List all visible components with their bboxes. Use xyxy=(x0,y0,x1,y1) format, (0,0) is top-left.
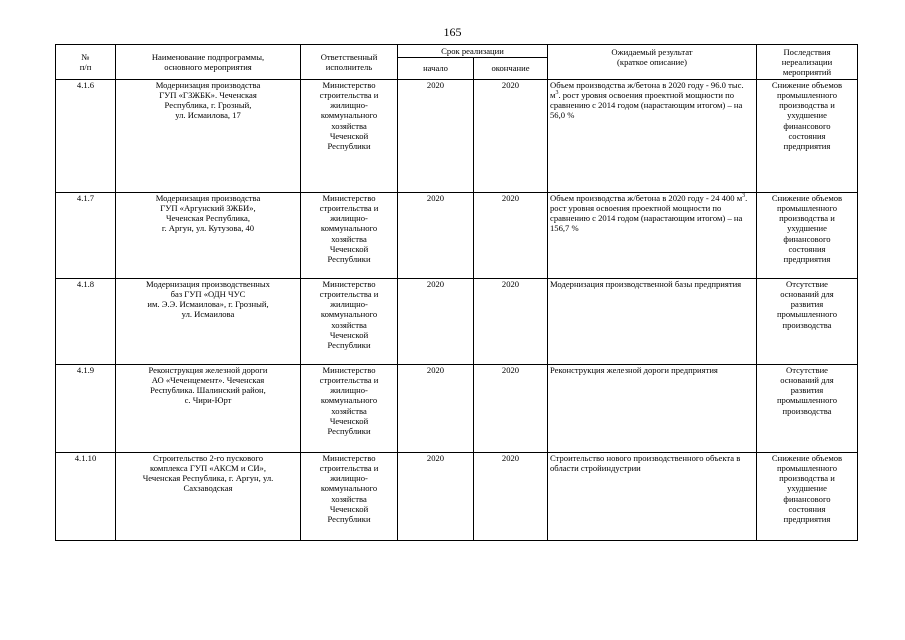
row-name xyxy=(116,453,301,541)
row-executor xyxy=(301,279,398,365)
row-consequences-line: предприятия xyxy=(783,140,831,151)
header-result-line: Ожидаемый результат xyxy=(611,47,693,57)
row-result-sup: 3 xyxy=(742,193,746,200)
row-result xyxy=(548,80,757,193)
row-executor-line: Республики xyxy=(327,425,371,436)
row-consequences xyxy=(757,279,858,365)
row-start: 2020 xyxy=(398,279,474,365)
row-executor-line: строительства и xyxy=(319,463,379,474)
row-executor xyxy=(301,365,398,453)
header-end: окончание xyxy=(474,58,548,80)
row-consequences-line: финансового xyxy=(783,120,831,131)
row-name-line: г. Аргун, ул. Кутузова, 40 xyxy=(161,223,255,234)
header-period: Срок реализации xyxy=(398,45,548,58)
row-result-text: Объем производства ж/бетона в 2020 году - 96.0 тыс. м xyxy=(550,80,744,101)
row-executor-line: Республики xyxy=(327,339,371,350)
row-result-text: Модернизация производственной базы предприятия xyxy=(550,279,742,289)
row-executor-line: Чеченской xyxy=(329,329,369,340)
row-executor-line: хозяйства xyxy=(331,233,367,244)
row-executor-line: строительства и xyxy=(319,375,379,386)
row-executor-line: Чеченской xyxy=(329,243,369,254)
row-result xyxy=(548,365,757,453)
row-consequences-line: состояния xyxy=(788,130,826,141)
row-consequences xyxy=(757,365,858,453)
row-start: 2020 xyxy=(398,193,474,279)
row-num: 4.1.9 xyxy=(56,365,116,453)
row-consequences-line: промышленного xyxy=(776,309,838,320)
row-executor-line: Министерство xyxy=(322,279,376,289)
row-consequences-line: финансового xyxy=(783,493,831,504)
row-name-line: с. Чири-Юрт xyxy=(184,395,232,406)
header-consequences xyxy=(757,45,858,80)
row-executor-line: коммунального xyxy=(320,223,378,234)
row-executor xyxy=(301,453,398,541)
row-executor-line: жилищно- xyxy=(330,213,368,224)
row-consequences-line: Отсутствие xyxy=(786,279,828,289)
header-name-line: Наименование подпрограммы, xyxy=(151,51,265,62)
row-consequences-line: Отсутствие xyxy=(786,365,828,375)
row-executor-line: жилищно- xyxy=(330,100,368,111)
row-consequences xyxy=(757,193,858,279)
row-name-line: Модернизация производственных xyxy=(146,279,270,289)
row-name xyxy=(116,80,301,193)
row-consequences-line: оснований для xyxy=(780,289,834,300)
row-name-line: баз ГУП «ОДН ЧУС xyxy=(170,289,246,300)
table-row xyxy=(56,80,858,193)
row-executor-line: Министерство xyxy=(322,453,376,463)
header-consequences-line: Последствия xyxy=(783,46,831,57)
row-name-line: ГУП «ГЗЖБК». Чеченская xyxy=(159,90,257,101)
row-executor-line: хозяйства xyxy=(331,405,367,416)
row-start: 2020 xyxy=(398,80,474,193)
row-name-line: Строительство 2-го пускового xyxy=(152,453,264,463)
row-result-sup: 3 xyxy=(555,90,559,97)
row-num: 4.1.6 xyxy=(56,80,116,193)
row-name-line: Реконструкция железной дороги xyxy=(148,365,268,375)
row-executor-line: хозяйства xyxy=(331,120,367,131)
row-executor-line: коммунального xyxy=(320,110,378,121)
header-consequences-line: мероприятий xyxy=(782,67,832,78)
row-consequences-line: финансового xyxy=(783,233,831,244)
row-consequences-line: промышленного xyxy=(776,90,838,101)
row-consequences-line: предприятия xyxy=(783,513,831,524)
header-name-line: основного мероприятия xyxy=(164,62,252,72)
row-name xyxy=(116,279,301,365)
header-executor xyxy=(301,45,398,80)
row-consequences-line: развития xyxy=(790,299,824,310)
row-result-text: Реконструкция железной дороги предприятия xyxy=(550,365,718,375)
row-executor-line: Республики xyxy=(327,513,371,524)
row-executor-line: хозяйства xyxy=(331,493,367,504)
row-consequences-line: Снижение объемов xyxy=(771,193,843,203)
row-num: 4.1.10 xyxy=(56,453,116,541)
row-consequences-line: производства xyxy=(782,319,832,330)
row-name xyxy=(116,193,301,279)
row-consequences-line: производства и xyxy=(779,213,835,224)
row-consequences-line: Снижение объемов xyxy=(771,453,843,463)
row-executor-line: строительства и xyxy=(319,90,379,101)
row-consequences-line: промышленного xyxy=(776,203,838,214)
row-executor-line: жилищно- xyxy=(330,385,368,396)
row-executor-line: Министерство xyxy=(322,365,376,375)
row-consequences xyxy=(757,80,858,193)
table-row xyxy=(56,453,858,541)
row-end: 2020 xyxy=(474,365,548,453)
row-result-text: Объем производства ж/бетона в 2020 году - 24 400 м xyxy=(550,193,743,203)
table-row xyxy=(56,279,858,365)
header-result-line: (краткое описание) xyxy=(617,57,687,68)
row-consequences-line: развития xyxy=(790,385,824,396)
row-result xyxy=(548,279,757,365)
row-executor-line: Министерство xyxy=(322,193,376,203)
row-consequences-line: ухудшение xyxy=(787,483,827,494)
header-num-line: № xyxy=(81,51,90,62)
program-table xyxy=(55,44,858,541)
row-name-line: комплекса ГУП «АКСМ и СИ», xyxy=(150,463,266,474)
row-consequences-line: производства и xyxy=(779,473,835,484)
page-number: 165 xyxy=(443,25,462,39)
row-executor-line: строительства и xyxy=(319,203,379,214)
header-result xyxy=(548,45,757,80)
row-end: 2020 xyxy=(474,193,548,279)
row-consequences-line: состояния xyxy=(788,243,826,254)
row-consequences-line: оснований для xyxy=(780,375,834,386)
row-executor xyxy=(301,80,398,193)
row-consequences-line: промышленного xyxy=(776,395,838,406)
row-name xyxy=(116,365,301,453)
row-executor-line: Республики xyxy=(327,140,371,151)
row-name-line: им. Э.Э. Исмаилова», г. Грозный, xyxy=(147,299,269,310)
row-result-text-cont: . рост уровня освоения проектной мощности по сравнению с 2014 годом (нарастающим итогом) – на 156,7 % xyxy=(550,193,748,234)
table-row xyxy=(56,193,858,279)
row-name-line: ГУП «Аргунский ЗЖБИ», xyxy=(160,203,256,214)
header-executor-line: Ответственный xyxy=(320,51,378,62)
header-executor-line: исполнитель xyxy=(325,62,373,72)
row-executor-line: Чеченской xyxy=(329,130,369,141)
header-num xyxy=(56,45,116,80)
row-num: 4.1.7 xyxy=(56,193,116,279)
row-name-line: Модернизация производства xyxy=(155,193,261,203)
row-name-line: Модернизация производства xyxy=(155,80,261,90)
row-executor-line: Чеченской xyxy=(329,503,369,514)
row-consequences-line: промышленного xyxy=(776,463,838,474)
row-name-line: Республика. Шалинский район, xyxy=(150,385,266,396)
row-name-line: Чеченская Республика, xyxy=(165,213,251,224)
row-result-text-cont: . рост уровня освоения проектной мощности по сравнению с 2014 годом (нарастающим итогом) – на 56,0 % xyxy=(550,90,743,121)
row-start: 2020 xyxy=(398,365,474,453)
row-start: 2020 xyxy=(398,453,474,541)
header-num-line: п/п xyxy=(79,62,92,72)
row-executor xyxy=(301,193,398,279)
row-consequences-line: состояния xyxy=(788,503,826,514)
row-executor-line: коммунального xyxy=(320,483,378,494)
row-end: 2020 xyxy=(474,279,548,365)
row-executor-line: жилищно- xyxy=(330,299,368,310)
header-name xyxy=(116,45,301,80)
header-start: начало xyxy=(398,58,474,80)
row-consequences-line: предприятия xyxy=(783,253,831,264)
row-result xyxy=(548,193,757,279)
row-name-line: Сахзаводская xyxy=(183,483,233,494)
header-consequences-line: нереализации xyxy=(781,56,833,67)
row-name-line: ул. Исмаилова xyxy=(181,309,235,320)
row-executor-line: Чеченской xyxy=(329,415,369,426)
row-executor-line: Министерство xyxy=(322,80,376,90)
row-consequences-line: производства и xyxy=(779,100,835,111)
row-name-line: ул. Исмаилова, 17 xyxy=(175,110,241,121)
row-result xyxy=(548,453,757,541)
row-executor-line: Республики xyxy=(327,253,371,264)
row-executor-line: жилищно- xyxy=(330,473,368,484)
row-executor-line: коммунального xyxy=(320,309,378,320)
row-consequences-line: производства xyxy=(782,405,832,416)
row-consequences xyxy=(757,453,858,541)
row-executor-line: хозяйства xyxy=(331,319,367,330)
row-name-line: Республика, г. Грозный, xyxy=(164,100,252,111)
row-executor-line: коммунального xyxy=(320,395,378,406)
table-row xyxy=(56,365,858,453)
row-name-line: АО «Чеченцемент». Чеченская xyxy=(151,375,265,386)
row-consequences-line: ухудшение xyxy=(787,110,827,121)
row-num: 4.1.8 xyxy=(56,279,116,365)
row-end: 2020 xyxy=(474,80,548,193)
row-end: 2020 xyxy=(474,453,548,541)
row-name-line: Чеченская Республика, г. Аргун, ул. xyxy=(142,473,274,484)
row-consequences-line: ухудшение xyxy=(787,223,827,234)
row-consequences-line: Снижение объемов xyxy=(771,80,843,90)
row-executor-line: строительства и xyxy=(319,289,379,300)
row-result-text: Строительство нового производственного объекта в области стройиндустрии xyxy=(550,453,741,474)
